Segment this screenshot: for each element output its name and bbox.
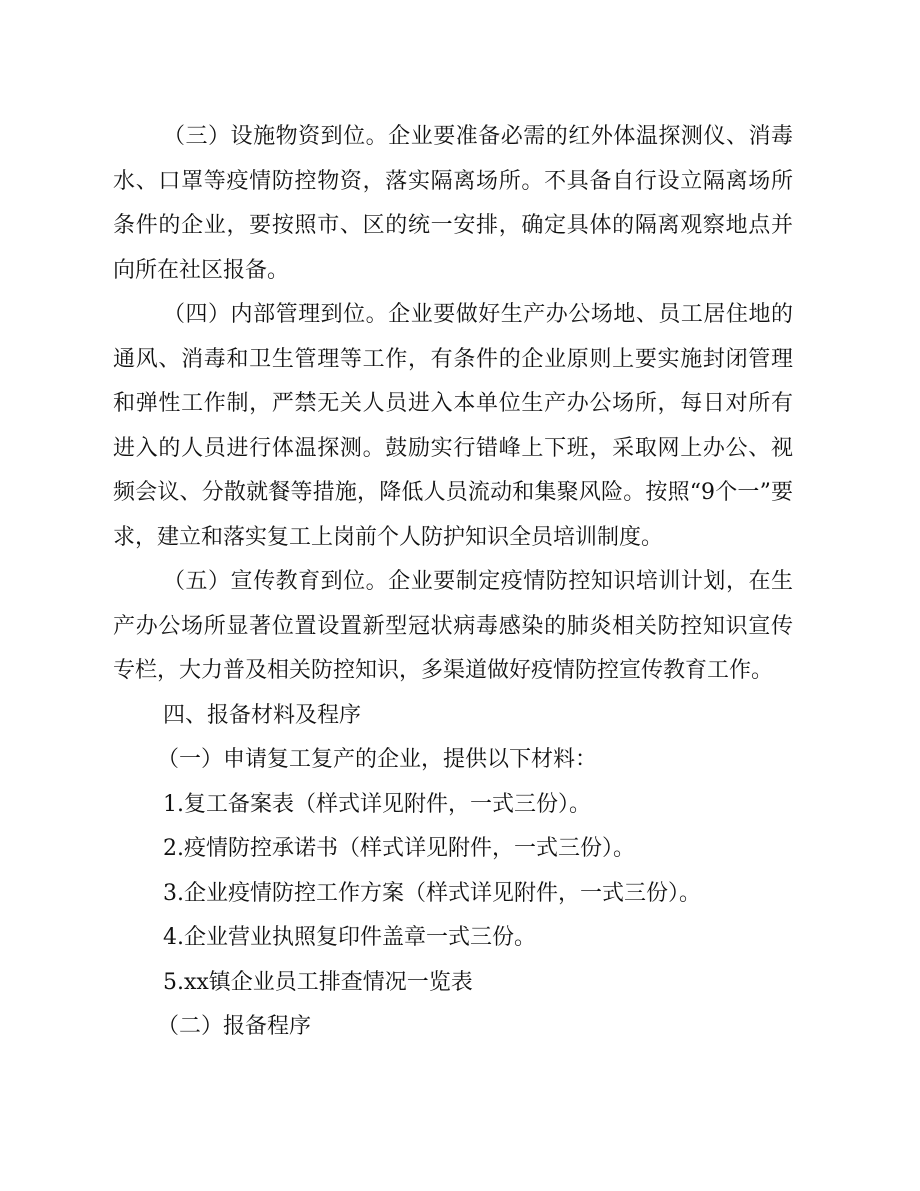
list-item: 1.复工备案表（样式详见附件，一式三份）。 <box>163 791 591 817</box>
list-item: 3.企业疫情防控工作方案（样式详见附件，一式三份）。 <box>163 880 701 906</box>
paragraph-internal-management: （四）内部管理到位。企业要做好生产办公场地、员工居住地的通风、消毒和卫生管理等工作，有条件的企业原则上要实施封闭管理和弹性工作制，严禁无关人员进入本单位生产办公场所，每日对所有进入的人员进行体温探测。鼓励实行错峰上下班，采取网上办公、视频会议、分散就餐等措施，降低人员流动和集聚风险。按照“9个一”要求，建立和落实复工上岗前个人防护知识全员培训制度。 <box>113 302 793 550</box>
paragraph-publicity-education: （五）宣传教育到位。企业要制定疫情防控知识培训计划，在生产办公场所显著位置设置新型冠状病毒感染的肺炎相关防控知识宣传专栏，大力普及相关防控知识，多渠道做好疫情防控宣传教育工作。 <box>113 569 793 683</box>
list-item: 4.企业营业执照复印件盖章一式三份。 <box>163 925 536 950</box>
paragraph-facilities: （三）设施物资到位。企业要准备必需的红外体温探测仪、消毒水、口罩等疫情防控物资，落实隔离场所。不具备自行设立隔离场所条件的企业，要按照市、区的统一安排，确定具体的隔离观察地点并向所在社区报备。 <box>113 124 793 283</box>
list-item: 2.疫情防控承诺书（样式详见附件，一式三份）。 <box>163 836 635 861</box>
subsection-heading-materials: （一）申请复工复产的企业，提供以下材料： <box>157 747 598 772</box>
section-heading: 四、报备材料及程序 <box>163 702 362 728</box>
subsection-heading-procedure: （二）报备程序 <box>157 1014 312 1039</box>
document-body <box>113 115 793 1050</box>
list-item: 5.xx镇企业员工排查情况一览表 <box>163 969 473 995</box>
